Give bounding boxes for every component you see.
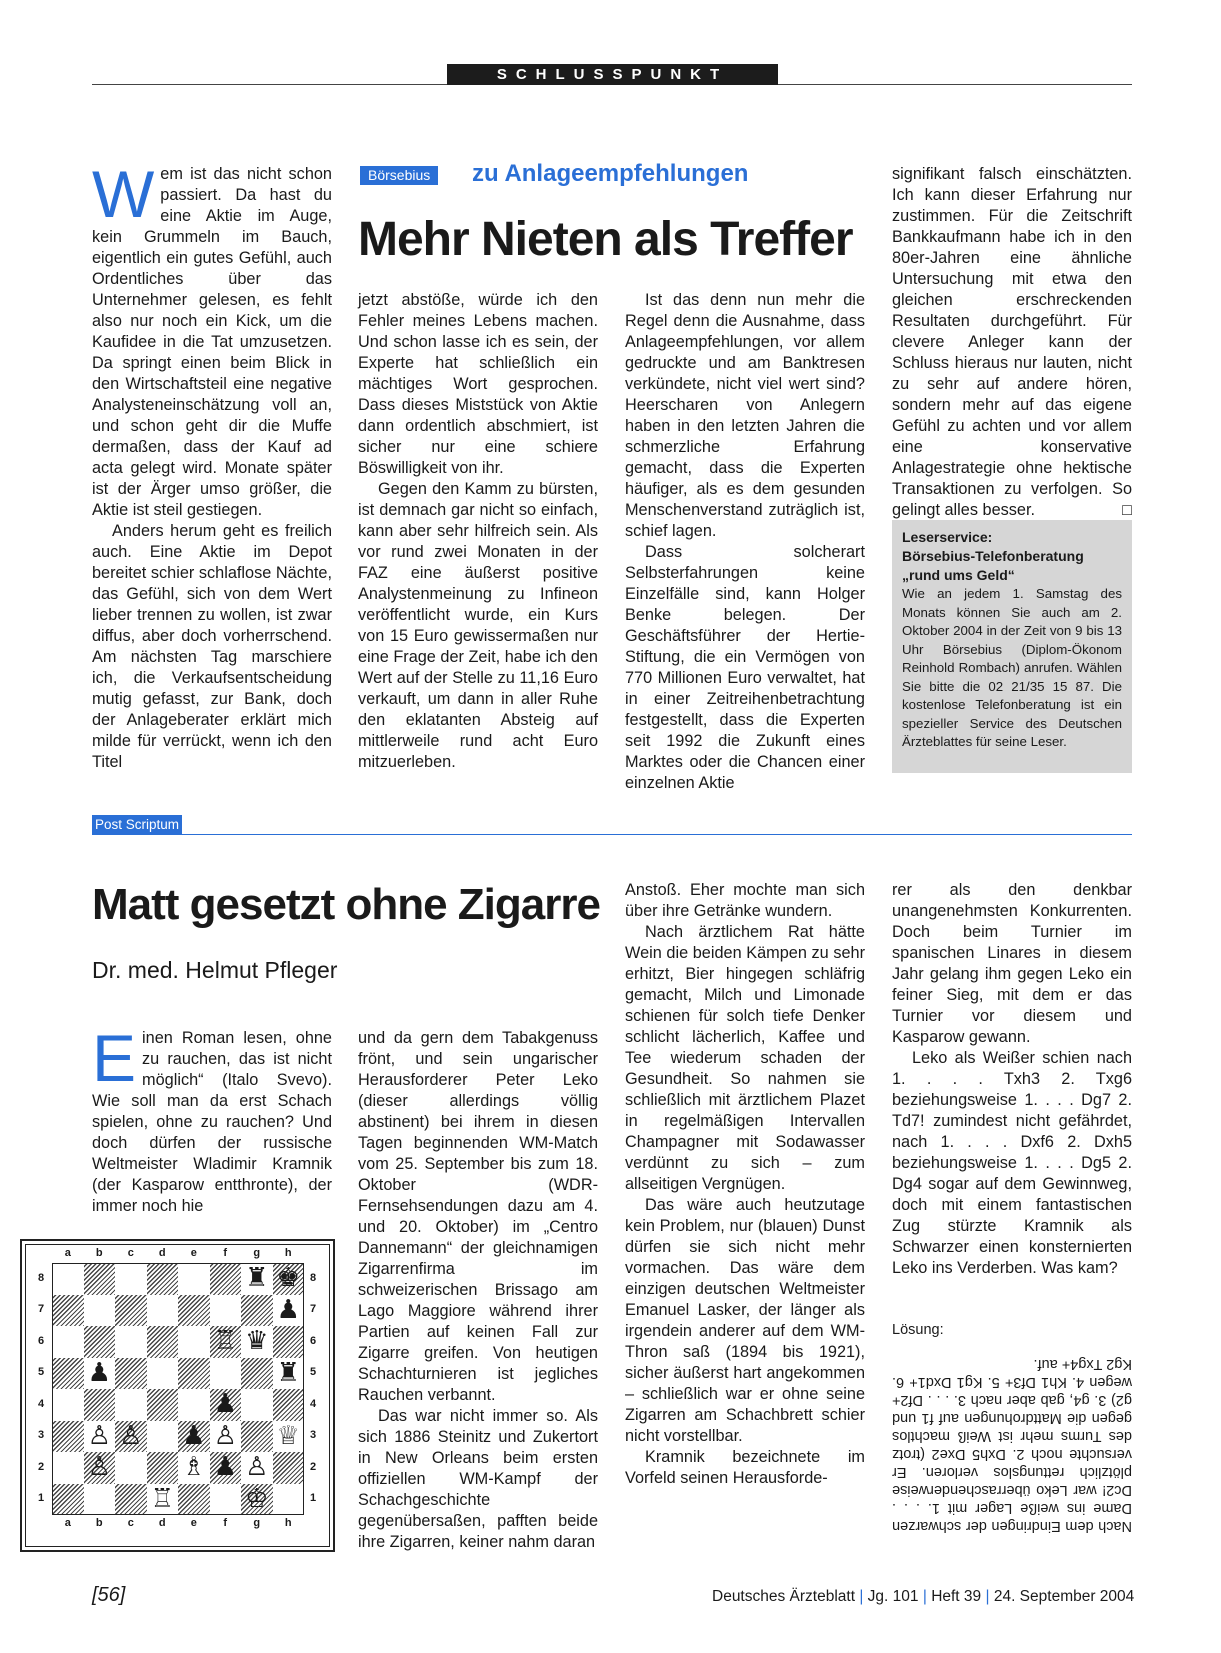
solution-text-upside-down: Nach dem Eindringen der schwarzen Dame ins weiße Lager mit 1. . . . Dc2! war Leko überraschenderweise plötzlich rettungslos verloren. Er versuchte noch 2. Dxh5 Dxe2 (trotz des Turms mehr ist Weiß machtlos gegen die Mattdrohungen auf f1 und g2) 3. g4, gab aber nach 3. . . . Df2+ wegen 4. Kh1 Df3+ 5. Kg1 Dxd1+ 6. Kg2 Txg4+ auf. [892, 1356, 1132, 1534]
rank-label-2: 2 [309, 1460, 317, 1473]
rank-label-1: 1 [37, 1492, 45, 1505]
footer-separator: | [922, 1588, 927, 1605]
article1-col3-para2: Dass solcherart Selbsterfahrungen keine Einzelfälle sind, kann Holger Benke belegen. Der Geschäftsführer der Hertie-Stiftung, die ein Vermögen von 770 Millionen Euro verwaltet, hat in einer Zeitreihenbetrachtung festgestellt, dass die Experten seit 1992 die Zukunft eines Marktes oder die Chancen einer einzelnen Aktie [625, 543, 865, 792]
rank-label-3: 3 [37, 1429, 45, 1442]
section-masthead: SCHLUSSPUNKT [447, 64, 778, 85]
article2-column-3 [625, 880, 865, 1489]
chess-piece-c3: ♙ [119, 1420, 143, 1451]
article1-col2-para2: Gegen den Kamm zu bürsten, ist demnach gar nicht so einfach, kann aber sehr hilfreich sein. Als vor rund zwei Monaten in der FAZ eine äußerst positive Analystenmeinung zu Infineon veröffentlicht wurde, ein Kurs von 15 Euro gewissermaßen nur eine Frage der Zeit, habe ich den Wert auf der Stelle zu 11,16 Euro verkauft, um dann in aller Ruhe den eklatanten Absteig auf mittlerweile rund acht Euro mitzuerleben. [358, 480, 598, 771]
rank-label-5: 5 [37, 1366, 45, 1379]
footer-separator: | [859, 1588, 864, 1605]
rank-label-6: 6 [309, 1334, 317, 1347]
article1-col3-para1: Ist das denn nun mehr die Regel denn die Ausnahme, dass Anlageempfehlungen, vor allem gedruckte und am Banktresen verkündete, nicht viel wert sind? Heerscharen von Anlegern haben in den letzten Jahren die schmerzliche Erfahrung gemacht, dass die Experten häufiger, als es dem gesunden Menschenverstand zuträglich ist, schief lagen. [625, 291, 865, 540]
file-label-f: f [223, 1247, 228, 1259]
article2-col4-para2: Leko als Weißer schien nach 1. . . . Txh3 2. Txg6 beziehungsweise 1. . . . Dg7 2. Td7! zumindest nicht gefährdet, nach 1. . . . Dxf6 2. Dxh5 beziehungsweise 1. . . . Dg5 2. Dg4 sogar auf dem Gewinnweg, doch mit einem fantastischen Zug stürzte Kramnik als Schwarzer einen konsternierten Leko ins Verderben. Was kam? [892, 1049, 1132, 1277]
chess-diagram [20, 1239, 335, 1552]
article2-col3-para2: Nach ärztlichem Rat hätte Wein die beiden Kämpen zu sehr erhitzt, Bier hingegen schläfrig gemacht, Milch und Limonade schienen für solch tiefe Denker schlicht lächerlich, Kaffee und Tee wiederum schaden der Gesundheit. So nahmen sie schließlich mit ärztlichem Plazet in regelmäßigen Intervallen Champagner mit Sodawasser verdünnt zu sich – zum allseitigen Vergnügen. [625, 923, 865, 1193]
chess-piece-g6: ♛ [245, 1326, 269, 1356]
file-label-a: a [64, 1247, 71, 1259]
file-label-h: h [284, 1517, 292, 1529]
file-label-b: b [95, 1517, 103, 1529]
chess-piece-f6: ♖ [213, 1326, 237, 1356]
chess-piece-e3: ♟ [182, 1420, 206, 1451]
footer-citation [712, 1588, 1134, 1606]
sidebar-heading-3: „rund ums Geld“ [902, 567, 1015, 583]
article2-col4-para1: rer als den denkbar unangenehmsten Konkurrenten. Doch beim Turnier im spanischen Linares in diesem Jahr gelang ihm gegen Leko ein feiner Sieg, mit dem er das Turnier vor diesem und Kasparow gewann. [892, 881, 1132, 1046]
file-label-f: f [223, 1517, 228, 1529]
article2-col2-para1: und da gern dem Tabakgenuss frönt, und sein ungarischer Herausforderer Peter Leko (dieser allerdings völlig abstinent) bei ihrem in diesen Tagen beginnenden WM-Match vom 25. September bis zum 18. Oktober (WDR-Fernsehsendungen dazu am 4. und 20. Oktober) im „Centro Dannemann“ der gleichnamigen Zigarrenfirma im schweizerischen Brissago am Lago Maggiore während ihrer Partien auf keinen Fall zur Zigarre greifen. Von heutigen Schachturnieren ist jegliches Rauchen verbannt. [358, 1029, 598, 1404]
file-label-d: d [158, 1517, 166, 1529]
rank-label-6: 6 [37, 1334, 45, 1347]
file-label-d: d [158, 1247, 166, 1259]
rank-label-7: 7 [309, 1303, 317, 1316]
chess-piece-b5: ♟ [87, 1357, 111, 1388]
page-number: [56] [92, 1584, 126, 1606]
leserservice-box [892, 520, 1132, 773]
article1-col1-para1: em ist das nicht schon passiert. Da hast du eine Aktie im Auge, kein Grummeln im Bauch, eigentlich ein gutes Gefühl, auch Ordentliches über das Unternehmer gelesen, es fehlt also nur noch ein Kick, um die Kaufidee in die Tat umzusetzen. Da springt einen beim Blick in den Wirtschaftsteil eine negative Analysteneinschätzung voll an, und schon geht dir die Muffe dermaßen, dass der Kauf ad acta gelegt wird. Monate später ist der Ärger umso größer, die Aktie ist steil gestiegen. [92, 165, 332, 519]
chess-board [22, 1241, 333, 1550]
chess-piece-h3: ♕ [276, 1420, 300, 1451]
footer-separator: | [985, 1588, 990, 1605]
footer-issue: Heft 39 [931, 1588, 982, 1605]
article1-col2-para1: jetzt abstöße, würde ich den Fehler meines Lebens machen. Und schon lasse ich es sein, der Experte hat schließlich ein mächtiges Wort gesprochen. Dass dieses Miststück von Aktie dann ordentlich abschmiert, ist sicher nur eine schiere Böswilligkeit von ihr. [358, 291, 598, 477]
rank-label-1: 1 [309, 1492, 317, 1505]
chess-piece-g2: ♙ [245, 1452, 269, 1482]
article1-tag: Börsebius [360, 166, 438, 185]
article2-col2-para2: Das war nicht immer so. Als sich 1886 Steinitz und Zukertort in New Orleans beim ersten offiziellen WM-Kampf der Schachgeschichte gegenübersaßen, pafften beide ihre Zigarren, keiner nahm daran [358, 1407, 598, 1551]
file-label-c: c [127, 1247, 134, 1259]
end-mark: □ [1122, 501, 1132, 519]
chess-piece-h8: ♚ [276, 1263, 300, 1293]
sidebar-heading-2: Börsebius-Telefonberatung [902, 548, 1084, 564]
article2-author: Dr. med. Helmut Pfleger [92, 957, 338, 983]
rank-label-4: 4 [37, 1397, 45, 1410]
article1-title: Mehr Nieten als Treffer [358, 213, 853, 266]
chess-piece-f2: ♟ [213, 1452, 237, 1482]
article2-tag: Post Scriptum [92, 815, 182, 834]
article2-col3-para1: Anstoß. Eher mochte man sich über ihre Getränke wundern. [625, 881, 865, 920]
file-label-h: h [284, 1247, 292, 1259]
article1-col4-para1 [892, 164, 1132, 521]
footer-journal: Deutsches Ärzteblatt [712, 1588, 856, 1605]
article1-column-1 [92, 157, 332, 773]
article2-col3-para4: Kramnik bezeichnete im Vorfeld seinen Herausforde- [625, 1448, 865, 1487]
article2-column-1 [92, 1021, 332, 1217]
rank-label-8: 8 [309, 1271, 317, 1284]
chess-piece-g1: ♔ [245, 1483, 269, 1514]
footer-date: 24. September 2004 [993, 1588, 1135, 1605]
rank-label-7: 7 [37, 1303, 45, 1316]
article1-subtitle: zu Anlageempfehlungen [472, 160, 749, 187]
chess-piece-e2: ♗ [182, 1452, 206, 1482]
chess-piece-g8: ♜ [245, 1263, 269, 1293]
chess-piece-f3: ♙ [213, 1420, 237, 1451]
file-label-e: e [190, 1247, 197, 1259]
article1-col1-para2: Anders herum geht es freilich auch. Eine Aktie im Depot bereitet schier schlaflose Nächte, das Gefühl, sich von dem Wert lieber trennen zu wollen, ist zwar diffus, aber doch vorherrschend. Am nächsten Tag marschiere ich, die Verkaufsentscheidung mutig gefasst, zur Bank, doch der Anlageberater erklärt mich milde für verrückt, wenn ich den Titel [92, 522, 332, 771]
file-label-e: e [190, 1517, 197, 1529]
article2-column-2 [358, 1028, 598, 1553]
rank-label-8: 8 [37, 1271, 45, 1284]
article1-column-4 [892, 164, 1132, 521]
article2-col3-para3: Das wäre auch heutzutage kein Problem, nur (blauen) Dunst dürfen sie sich nicht mehr vormachen. Das wäre dem einzigen deutschen Weltmeister Emanuel Lasker, der länger als irgendein anderer auf dem WM-Thron saß (1894 bis 1921), sicher äußerst hart angekommen – schließlich war er ohne seine Zigarren am Schachbrett schier nicht vorstellbar. [625, 1196, 865, 1445]
chess-piece-b3: ♙ [87, 1420, 111, 1451]
article1-column-2 [358, 290, 598, 773]
article2-title: Matt gesetzt ohne Zigarre [92, 880, 600, 929]
rank-label-4: 4 [309, 1397, 317, 1410]
chess-piece-d1: ♖ [150, 1483, 174, 1514]
article2-col1-para1: inen Roman lesen, ohne zu rauchen, das ist nicht möglich“ (Italo Svevo). Wie soll man da erst Schach spielen, ohne zu rauchen? Und doch dürfen der russische Weltmeister Wladimir Kramnik (der Kasparow entthronte), der immer noch hie [92, 1029, 332, 1215]
file-label-g: g [253, 1517, 261, 1529]
footer-volume: Jg. 101 [867, 1588, 919, 1605]
file-label-g: g [253, 1247, 261, 1259]
rank-label-3: 3 [309, 1429, 317, 1442]
rank-label-5: 5 [309, 1366, 317, 1379]
file-label-c: c [127, 1517, 134, 1529]
chess-piece-f4: ♟ [213, 1389, 237, 1419]
article1-col4-text: signifikant falsch einschätzten. Ich kann dieser Erfahrung nur zustimmen. Für die Zeitschrift Bankkaufmann habe ich in den 80er-Jahren eine ähnliche Untersuchung mit etwa den gleichen erschreckenden Resultaten durchgeführt. Für clevere Anleger kann der Schluss hieraus nur lauten, nicht zu sehr auf andere hören, sondern mehr auf das eigene Gefühl zu achten und vor allem eine konservative Anlagestrategie ohne hektische Transaktionen zu verfolgen. So gelingt alles besser. [892, 165, 1132, 519]
article1-column-3 [625, 290, 865, 794]
file-label-b: b [95, 1247, 103, 1259]
article2-column-4 [892, 880, 1132, 1279]
sidebar-text: Wie an jedem 1. Samstag des Monats können Sie auch am 2. Oktober 2004 in der Zeit von 9 bis 13 Uhr Börsebius (Diplom-Ökonom Reinhold Rombach) anrufen. Wählen Sie bitte die 02 21/35 15 87. Die kostenlose Telefonberatung ist ein spezieller Service des Deutschen Ärzteblattes für seine Leser. [902, 586, 1122, 749]
chess-piece-h5: ♜ [276, 1357, 300, 1388]
file-label-a: a [64, 1517, 71, 1529]
article1-dropcap: W [92, 157, 155, 231]
rank-label-2: 2 [37, 1460, 45, 1473]
sidebar-heading-1: Leserservice: [902, 529, 993, 545]
article2-dropcap: E [92, 1021, 137, 1095]
solution-label: Lösung: [892, 1322, 944, 1338]
article2-rule [92, 834, 1132, 835]
chess-piece-b2: ♙ [87, 1452, 111, 1482]
chess-piece-h7: ♟ [276, 1294, 300, 1325]
